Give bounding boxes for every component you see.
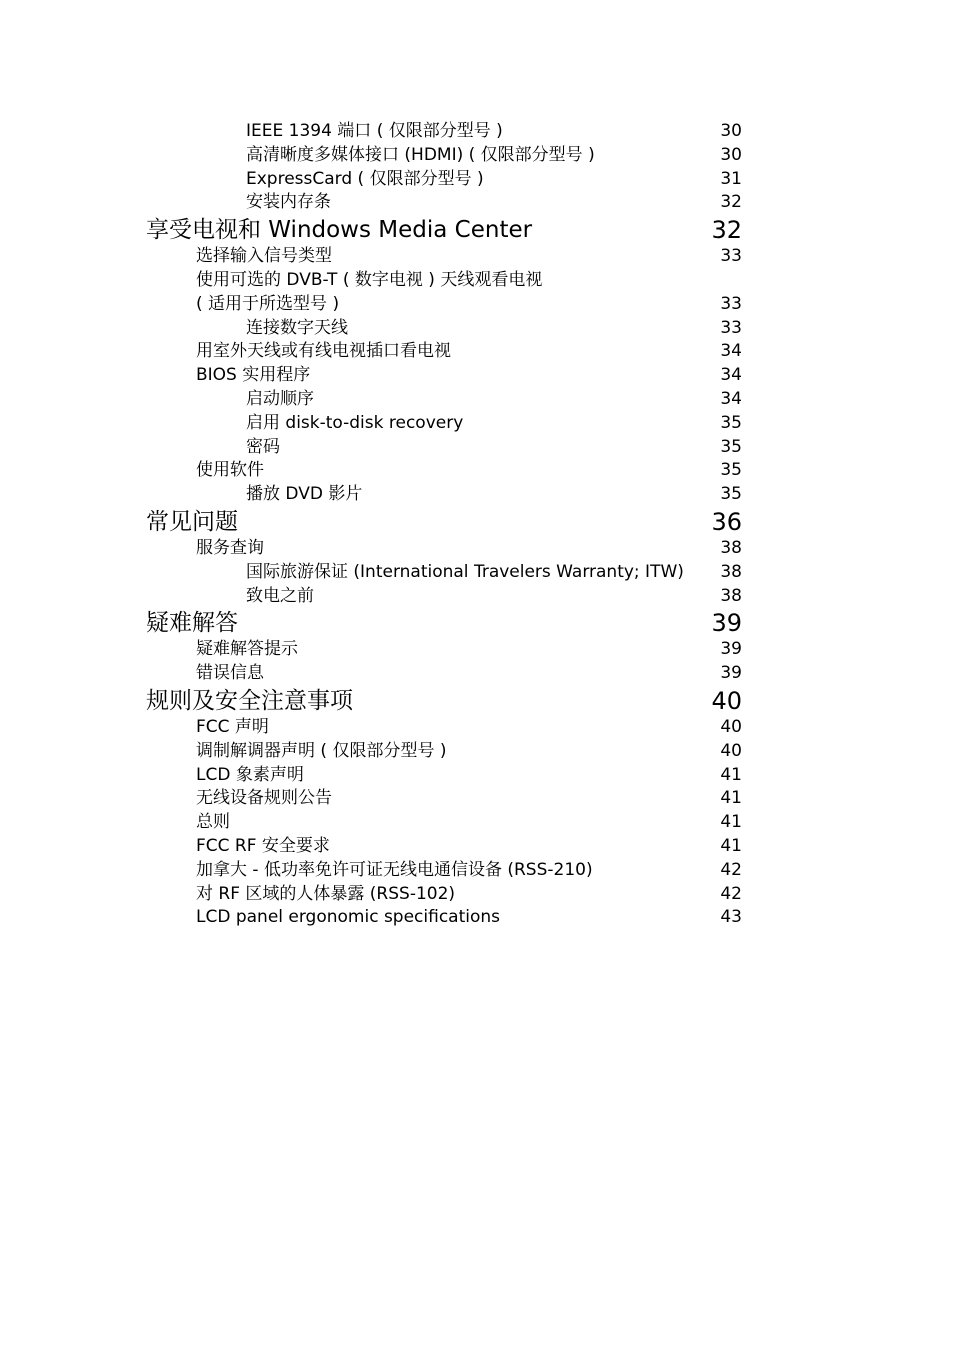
toc-entry-title: 规则及安全注意事项 (146, 687, 353, 714)
toc-entry-title: IEEE 1394 端口 ( 仅限部分型号 ) (246, 121, 503, 141)
toc-entry-title: 选择输入信号类型 (196, 246, 332, 267)
toc-entry-title: 疑难解答 (146, 610, 238, 637)
toc-entry[interactable] (0, 191, 954, 215)
toc-entry[interactable] (0, 364, 954, 388)
toc-entry[interactable] (0, 412, 954, 436)
toc-entry-title: 错误信息 (196, 663, 264, 684)
toc-entry-page: 33 (720, 317, 742, 338)
toc-entry-page: 40 (720, 716, 742, 737)
toc-entry-page: 38 (720, 585, 742, 606)
toc-entry-title: 启用 disk-to-disk recovery (246, 412, 464, 433)
toc-entry-page: 34 (720, 365, 742, 386)
toc-entry[interactable] (0, 906, 954, 930)
toc-entry-title: 密码 (246, 436, 280, 457)
toc-entry-title: ExpressCard ( 仅限部分型号 ) (246, 168, 484, 189)
toc-entry[interactable] (0, 883, 954, 907)
toc-entry[interactable] (0, 483, 954, 507)
toc-entry[interactable] (0, 859, 954, 883)
toc-entry-title: 国际旅游保证 (International Travelers Warranty; ITW) (246, 561, 684, 582)
toc-entry-page: 32 (711, 216, 742, 245)
toc-entry[interactable] (0, 561, 954, 585)
toc-entry[interactable] (0, 388, 954, 412)
toc-entry[interactable] (0, 662, 954, 686)
toc-entry-title: 服务查询 (196, 537, 264, 558)
toc-entry-title: 常见问题 (146, 508, 238, 535)
toc-entry-page: 43 (720, 907, 742, 928)
toc-entry-title: 高清晰度多媒体接口 (HDMI) ( 仅限部分型号 ) (246, 144, 595, 165)
toc-entry[interactable] (0, 340, 954, 364)
toc-entry-title: 用室外天线或有线电视插口看电视 (196, 341, 451, 362)
toc-entry-page: 40 (720, 740, 742, 761)
toc-entry[interactable] (0, 436, 954, 460)
toc-entry-title: LCD panel ergonomic specifications (196, 907, 501, 928)
toc-entry[interactable] (0, 787, 954, 811)
toc-entry[interactable] (0, 245, 954, 269)
toc-entry[interactable] (0, 835, 954, 859)
toc-entry[interactable] (0, 764, 954, 788)
toc-entry-title: 享受电视和 Windows Media Center (146, 217, 533, 244)
toc-entry-page: 40 (711, 686, 742, 715)
toc-entry-title: 对 RF 区域的人体暴露 (RSS-102) (196, 883, 456, 904)
toc-entry-page: 30 (720, 121, 742, 141)
toc-chapter-entry[interactable] (0, 608, 954, 638)
toc-entry-title: 播放 DVD 影片 (246, 484, 363, 505)
toc-entry-page: 41 (720, 835, 742, 856)
toc-entry[interactable] (0, 168, 954, 192)
toc-entry-page: 41 (720, 812, 742, 833)
toc-entry-page: 39 (720, 663, 742, 684)
toc-entry-page: 32 (720, 192, 742, 213)
toc-entry-title: 调制解调器声明 ( 仅限部分型号 ) (196, 740, 447, 761)
toc-entry-page: 39 (711, 609, 742, 638)
toc-entry-title: 连接数字天线 (246, 317, 348, 338)
toc-entry-title: BIOS 实用程序 (196, 365, 311, 386)
toc-entry-title: 安装内存条 (246, 192, 331, 213)
toc-entry-page: 41 (720, 788, 742, 809)
toc-entry-title: FCC RF 安全要求 (196, 835, 330, 856)
toc-entry-title: 致电之前 (246, 585, 314, 606)
toc-entry-page: 33 (720, 293, 742, 314)
toc-entry-page: 35 (720, 484, 742, 505)
toc-entry[interactable] (0, 716, 954, 740)
toc-entry-page: 34 (720, 388, 742, 409)
toc-entry[interactable] (0, 811, 954, 835)
toc-entry-title: 疑难解答提示 (196, 639, 298, 660)
toc-entry-page: 33 (720, 246, 742, 267)
toc-entry-title: LCD 象素声明 (196, 764, 304, 785)
toc-entry-page: 38 (720, 537, 742, 558)
toc-entry-title: 使用软件 (196, 460, 264, 481)
toc-chapter-entry[interactable] (0, 215, 954, 245)
toc-entry-title: ( 适用于所选型号 ) (196, 293, 340, 314)
table-of-contents (0, 120, 954, 930)
toc-entry-page: 39 (720, 639, 742, 660)
toc-entry-page: 36 (711, 507, 742, 536)
toc-entry-page: 35 (720, 412, 742, 433)
toc-entry[interactable] (0, 740, 954, 764)
toc-entry-page: 31 (720, 168, 742, 189)
toc-entry-page: 38 (720, 561, 742, 582)
toc-entry-page: 41 (720, 764, 742, 785)
toc-entry-title: 启动顺序 (246, 388, 314, 409)
toc-entry[interactable] (0, 537, 954, 561)
toc-entry-page: 34 (720, 341, 742, 362)
toc-entry[interactable] (0, 317, 954, 341)
toc-entry[interactable] (0, 638, 954, 662)
toc-entry[interactable] (0, 293, 954, 317)
toc-entry-page: 35 (720, 436, 742, 457)
toc-chapter-entry[interactable] (0, 507, 954, 537)
toc-entry-page: 42 (720, 883, 742, 904)
toc-entry-title: 无线设备规则公告 (196, 788, 332, 809)
toc-entry[interactable] (0, 459, 954, 483)
toc-entry-title: 加拿大 - 低功率免许可证无线电通信设备 (RSS-210) (196, 859, 593, 880)
toc-entry-page: 35 (720, 460, 742, 481)
toc-chapter-entry[interactable] (0, 686, 954, 716)
toc-entry-page: 30 (720, 144, 742, 165)
toc-entry[interactable] (0, 120, 954, 144)
toc-entry[interactable] (0, 585, 954, 609)
toc-entry-title: 使用可选的 DVB-T ( 数字电视 ) 天线观看电视 (196, 269, 543, 290)
toc-entry[interactable] (0, 144, 954, 168)
toc-entry[interactable] (0, 269, 954, 293)
toc-entry-title: FCC 声明 (196, 716, 269, 737)
toc-entry-title: 总则 (196, 812, 230, 833)
toc-entry-page: 42 (720, 859, 742, 880)
